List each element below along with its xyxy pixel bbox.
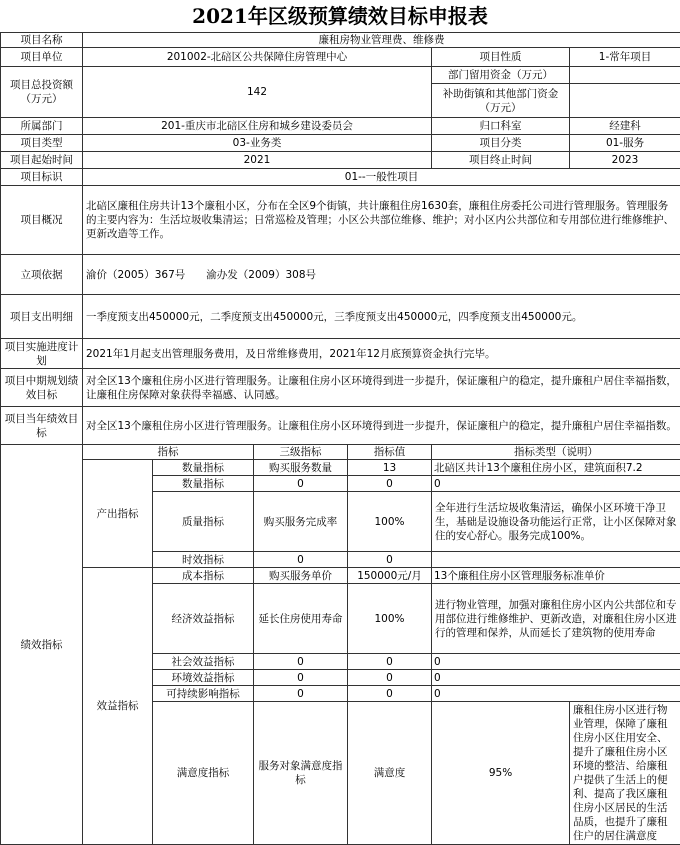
indicator-l3: 0 xyxy=(254,670,348,686)
project-identifier-value: 01--一般性项目 xyxy=(83,169,680,186)
project-unit-value: 201002-北碚区公共保障住房管理中心 xyxy=(83,48,432,67)
indicator-value: 0 xyxy=(348,670,432,686)
progress-plan-value: 2021年1月起支出管理服务费用，及日常维修费用，2021年12月底预算资金执行完毕。 xyxy=(83,339,680,369)
start-time-value: 2021 xyxy=(83,152,432,169)
indicator-l3: 0 xyxy=(254,552,348,568)
indicator-l2: 时效指标 xyxy=(153,552,254,568)
indicator-l3: 延长住房使用寿命 xyxy=(254,584,348,654)
indicator-l3: 0 xyxy=(254,476,348,492)
start-time-label: 项目起始时间 xyxy=(1,152,83,169)
indicator-l2: 数量指标 xyxy=(153,476,254,492)
indicator-l3: 0 xyxy=(254,654,348,670)
indicator-value: 0 xyxy=(348,552,432,568)
form-title: 2021年区级预算绩效目标申报表 xyxy=(0,0,680,32)
total-investment-label: 项目总投资额（万元） xyxy=(1,67,83,118)
indicator-header-indicator: 指标 xyxy=(83,445,254,460)
indicator-value: 0 xyxy=(348,686,432,702)
group-satisfaction: 满意度指标 xyxy=(153,702,254,845)
project-type-value: 03-业务类 xyxy=(83,135,432,152)
project-unit-label: 项目单位 xyxy=(1,48,83,67)
indicator-header-level3: 三级指标 xyxy=(254,445,348,460)
department-label: 所属部门 xyxy=(1,118,83,135)
form-table xyxy=(0,32,680,845)
indicator-header-value: 指标值 xyxy=(348,445,432,460)
indicator-l2: 环境效益指标 xyxy=(153,670,254,686)
indicator-header-type: 指标类型（说明） xyxy=(432,445,680,460)
indicator-desc: 北碚区共计13个廉租住房小区，建筑面积7.2 xyxy=(432,460,680,476)
indicator-desc: 0 xyxy=(432,686,680,702)
dept-retained-label: 部门留用资金（万元） xyxy=(432,67,570,84)
indicator-l3: 0 xyxy=(254,686,348,702)
department-value: 201-重庆市北碚区住房和城乡建设委员会 xyxy=(83,118,432,135)
office-value: 经建科 xyxy=(570,118,680,135)
indicator-value: 150000元/月 xyxy=(348,568,432,584)
annual-goal-label: 项目当年绩效目标 xyxy=(1,407,83,445)
indicator-desc: 0 xyxy=(432,670,680,686)
project-name-label: 项目名称 xyxy=(1,33,83,48)
dept-retained-value xyxy=(570,67,680,84)
midterm-goal-value: 对全区13个廉租住房小区进行管理服务。让廉租住房小区环境得到进一步提升，保证廉租户的稳定，提升廉租户居住幸福指数，让廉租住房保障对象获得幸福感、认同感。 xyxy=(83,369,680,407)
basis-value: 渝价（2005）367号 渝办发（2009）308号 xyxy=(83,255,680,295)
indicator-value: 13 xyxy=(348,460,432,476)
project-nature-label: 项目性质 xyxy=(432,48,570,67)
project-nature-value: 1-常年项目 xyxy=(570,48,680,67)
indicator-desc: 进行物业管理，加强对廉租住房小区内公共部位和专用部位进行维修维护、更新改造，对廉租住房小区进行的管理和保养，从而延长了建筑物的使用寿命 xyxy=(432,584,680,654)
indicator-value: 0 xyxy=(348,476,432,492)
overview-label: 项目概况 xyxy=(1,186,83,255)
indicator-l3: 购买服务单价 xyxy=(254,568,348,584)
indicator-value: 95% xyxy=(432,702,570,845)
indicator-value: 100% xyxy=(348,492,432,552)
end-time-value: 2023 xyxy=(570,152,680,169)
midterm-goal-label: 项目中期规划绩效目标 xyxy=(1,369,83,407)
indicator-l3: 购买服务数量 xyxy=(254,460,348,476)
indicator-desc: 全年进行生活垃圾收集清运，确保小区环境干净卫生，基础是设施设备功能运行正常，让小区保障对象住的安心舒心。服务完成100%。 xyxy=(432,492,680,552)
overview-value: 北碚区廉租住房共计13个廉租小区，分布在全区9个街镇，共计廉租住房1630套，廉租住房委托公司进行管理服务。管理服务的主要内容为：生活垃圾收集清运；日常巡检及管理；小区公共部位维修、维护；对小区内公共部位和专用部位进行维修维护、更新改造等工作。 xyxy=(83,186,680,255)
expenditure-detail-value: 一季度预支出450000元，二季度预支出450000元，三季度预支出450000元，四季度预支出450000元。 xyxy=(83,295,680,339)
project-name-value: 廉租房物业管理费、维修费 xyxy=(83,33,680,48)
project-identifier-label: 项目标识 xyxy=(1,169,83,186)
indicator-value: 0 xyxy=(348,654,432,670)
indicator-desc: 13个廉租住房小区管理服务标准单价 xyxy=(432,568,680,584)
end-time-label: 项目终止时间 xyxy=(432,152,570,169)
subsidy-other-label: 补助街镇和其他部门资金（万元） xyxy=(432,84,570,118)
indicator-desc: 0 xyxy=(432,476,680,492)
expenditure-detail-label: 项目支出明细 xyxy=(1,295,83,339)
indicator-l2: 社会效益指标 xyxy=(153,654,254,670)
indicator-l3: 满意度 xyxy=(348,702,432,845)
performance-indicators-label: 绩效指标 xyxy=(1,445,83,845)
progress-plan-label: 项目实施进度计划 xyxy=(1,339,83,369)
indicator-l3: 购买服务完成率 xyxy=(254,492,348,552)
indicator-l2: 数量指标 xyxy=(153,460,254,476)
indicator-desc xyxy=(432,552,680,568)
indicator-desc: 0 xyxy=(432,654,680,670)
project-category-label: 项目分类 xyxy=(432,135,570,152)
basis-label: 立项依据 xyxy=(1,255,83,295)
project-category-value: 01-服务 xyxy=(570,135,680,152)
indicator-l2: 质量指标 xyxy=(153,492,254,552)
indicator-l2: 成本指标 xyxy=(153,568,254,584)
total-investment-value: 142 xyxy=(83,67,432,118)
indicator-l2: 可持续影响指标 xyxy=(153,686,254,702)
project-type-label: 项目类型 xyxy=(1,135,83,152)
group-benefit: 效益指标 xyxy=(83,568,153,845)
office-label: 归口科室 xyxy=(432,118,570,135)
annual-goal-value: 对全区13个廉租住房小区进行管理服务。让廉租住房小区环境得到进一步提升，保证廉租户的稳定，提升廉租户居住幸福指数。 xyxy=(83,407,680,445)
indicator-desc: 廉租住房小区进行物业管理，保障了廉租住房小区住用安全、提升了廉租住房小区环境的整洁、给廉租户提供了生活上的便利、提高了我区廉租住房小区居民的生活品质，也提升了廉租住户的居住满意度 xyxy=(570,702,680,845)
indicator-l2: 服务对象满意度指标 xyxy=(254,702,348,845)
subsidy-other-value xyxy=(570,84,680,118)
group-output: 产出指标 xyxy=(83,460,153,568)
indicator-value: 100% xyxy=(348,584,432,654)
indicator-l2: 经济效益指标 xyxy=(153,584,254,654)
